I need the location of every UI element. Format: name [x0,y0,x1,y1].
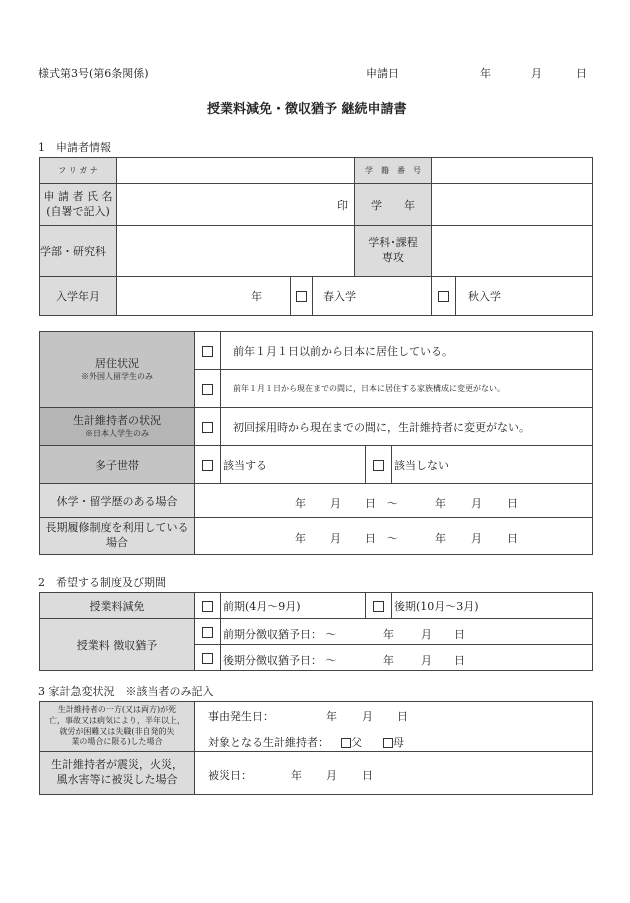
supporter-label: 生計維持者の状況 ※日本人学生のみ [40,408,195,446]
multichild-applicable-checkbox[interactable] [202,460,213,471]
residence-opt2-checkbox[interactable] [202,384,213,395]
plan-table [39,592,593,671]
department-label: 学科･課程 専攻 [355,226,432,277]
applicant-info-table [39,157,593,316]
case1-label: 生計維持者の一方(又は両方)が死 亡，事故又は病気により，半年以上， 就労が困難又は失職(非自発的失 業の場合に限る)した場合 [40,702,195,752]
multichild-not-applicable-label: 該当しない [392,446,593,484]
residence-opt1-checkbox[interactable] [202,346,213,357]
section3-heading: 3 家計急変状況 ※該当者のみ記入 [38,685,214,698]
section1-heading: 1 申請者情報 [38,141,111,154]
supporter-checkbox[interactable] [202,422,213,433]
first-deferral-input[interactable]: 前期分徴収猶予日： ～ 年 月 日 [221,619,593,645]
deferral-label: 授業料 徴収猶予 [40,619,195,671]
spring-label: 春入学 [313,277,432,316]
first-deferral-checkbox[interactable] [202,627,213,638]
furigana-input[interactable] [117,158,355,184]
admission-label: 入学年月 [40,277,117,316]
application-date-day: 日 [576,67,587,80]
application-date-label: 申請日 [366,67,399,80]
grade-input[interactable] [432,184,593,226]
supporter-opt-text: 初回採用時から現在までの間に，生計維持者に変更がない。 [221,408,593,446]
form-title: 授業料減免・徴収猶予 継続申請書 [207,102,407,117]
mother-option[interactable]: 母 [383,734,404,750]
case2-input[interactable]: 被災日： 年 月 日 [195,752,593,795]
faculty-input[interactable] [117,226,355,277]
department-input[interactable] [432,226,593,277]
autumn-label: 秋入学 [456,277,593,316]
second-deferral-checkbox[interactable] [202,653,213,664]
spring-checkbox-cell[interactable] [291,277,313,316]
faculty-label: 学部・研究科 [40,226,117,277]
long-term-period-input[interactable]: 年 月 日 ～ 年 月 日 [195,518,593,555]
leave-period-input[interactable]: 年 月 日 ～ 年 月 日 [195,484,593,518]
father-checkbox[interactable] [341,738,351,748]
autumn-checkbox[interactable] [438,291,449,302]
residence-opt2-text: 前年１月１日から現在までの間に，日本に居住する家族構成に変更がない。 [221,370,593,408]
residence-opt1-text: 前年１月１日以前から日本に居住している。 [221,332,593,370]
application-date-year: 年 [480,67,491,80]
status-table [39,331,593,555]
student-number-label: 学 籍 番 号 [355,158,432,184]
autumn-checkbox-cell[interactable] [432,277,456,316]
multichild-applicable-label: 該当する [221,446,366,484]
long-term-label: 長期履修制度を利用している 場合 [40,518,195,555]
spring-checkbox[interactable] [296,291,307,302]
residence-label: 居住状況 ※外国人留学生のみ [40,332,195,408]
section2-heading: 2 希望する制度及び期間 [38,576,166,589]
father-option[interactable]: 父 [341,734,362,750]
second-deferral-input[interactable]: 後期分徴収猶予日： ～ 年 月 日 [221,645,593,671]
student-number-input[interactable] [432,158,593,184]
application-date-month: 月 [531,67,542,80]
seal-mark: 印 [337,199,349,212]
second-term-label: 後期(10月～3月) [392,593,593,619]
sudden-change-table [39,701,593,795]
mother-checkbox[interactable] [383,738,393,748]
second-term-checkbox[interactable] [373,601,384,612]
applicant-name-input[interactable] [117,184,355,226]
applicant-name-label: 申 請 者 氏 名 (自署で記入) [40,184,117,226]
multichild-not-applicable-checkbox[interactable] [373,460,384,471]
leave-label: 休学・留学歴のある場合 [40,484,195,518]
admission-year-input[interactable]: 年 [117,277,291,316]
grade-label: 学 年 [355,184,432,226]
first-term-label: 前期(4月～9月) [221,593,366,619]
case2-label: 生計維持者が震災，火災， 風水害等に被災した場合 [40,752,195,795]
first-term-checkbox[interactable] [202,601,213,612]
multichild-label: 多子世帯 [40,446,195,484]
furigana-label: フ リ ガ ナ [40,158,117,184]
case1-input[interactable]: 事由発生日： 年 月 日 対象となる生計維持者： 父 母 [195,702,593,752]
form-number: 様式第3号(第6条関係) [38,67,149,80]
exemption-label: 授業料減免 [40,593,195,619]
